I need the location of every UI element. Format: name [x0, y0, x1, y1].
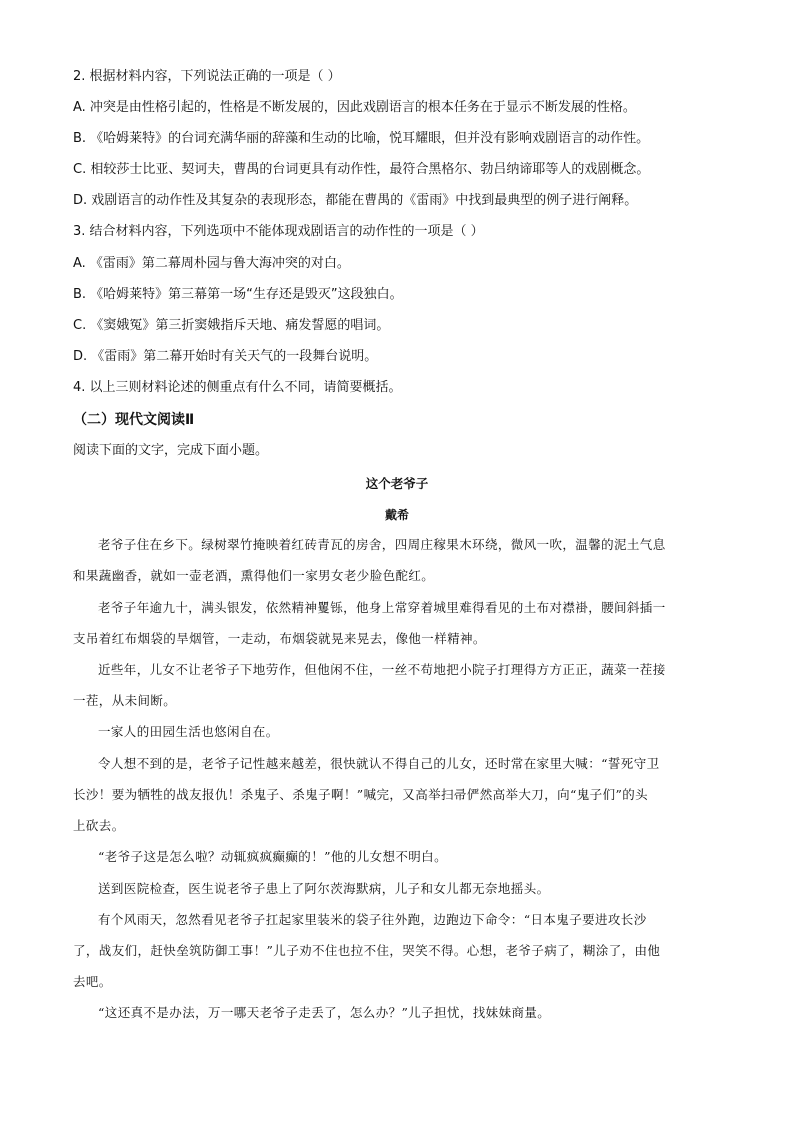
question-2-option-d: D. 戏剧语言的动作性及其复杂的表现形态，都能在曹禺的《雷雨》中找到最典型的例子进行阐释。	[73, 193, 638, 208]
story-line: 上砍去。	[73, 818, 125, 833]
story-line: 令人想不到的是，老爷子记性越来越差，很快就认不得自己的儿女，还时常在家里大喊：“誓死守卫	[98, 756, 660, 771]
story-line: 近些年，儿女不让老爷子下地劳作，但他闲不住，一丝不苟地把小院子打理得方方正正，蔬菜一茬接	[98, 662, 666, 677]
question-2-option-a: A. 冲突是由性格引起的，性格是不断发展的，因此戏剧语言的根本任务在于显示不断发展的性格。	[73, 100, 636, 115]
story-line: 送到医院检查，医生说老爷子患上了阿尔茨海默病，儿子和女儿都无奈地摇头。	[98, 881, 550, 896]
section-instruction: 阅读下面的文字，完成下面小题。	[73, 443, 269, 458]
story-line: 长沙！要为牺牲的战友报仇！杀鬼子、杀鬼子啊！”喊完，又高举扫帚俨然高举大刀，向“鬼子们”的头	[73, 787, 649, 802]
section-heading: （二）现代文阅读Ⅱ	[73, 412, 195, 428]
story-title: 这个老爷子	[365, 476, 429, 491]
story-line: “这还真不是办法，万一哪天老爷子走丢了，怎么办？”儿子担忧，找妹妹商量。	[98, 1005, 551, 1020]
question-4-stem: 4. 以上三则材料论述的侧重点有什么不同，请简要概括。	[73, 380, 402, 395]
question-2-option-c: C. 相较莎士比亚、契诃夫，曹禺的台词更具有动作性，最符合黑格尔、勃吕纳谛耶等人的戏剧概念。	[73, 162, 650, 177]
story-line: 和果蔬幽香，就如一壶老酒，熏得他们一家男女老少脸色酡红。	[73, 568, 435, 583]
story-line: 老爷子住在乡下。绿树翠竹掩映着红砖青瓦的房舍，四周庄稼果木环绕，微风一吹，温馨的泥土气息	[98, 537, 666, 552]
story-line: 一茬，从未间断。	[73, 693, 177, 708]
question-3-option-c: C. 《窦娥冤》第三折窦娥指斥天地、痛发誓愿的唱词。	[73, 318, 390, 333]
question-3-stem: 3. 结合材料内容，下列选项中不能体现戏剧语言的动作性的一项是（ ）	[73, 224, 484, 239]
question-2-stem: 2. 根据材料内容，下列说法正确的一项是（ ）	[73, 69, 341, 84]
question-3-option-a: A. 《雷雨》第二幕周朴园与鲁大海冲突的对白。	[73, 256, 350, 271]
story-line: 老爷子年逾九十，满头银发，依然精神矍铄，他身上常穿着城里难得看见的土布对襟褂，腰间斜插一	[98, 600, 666, 615]
story-line: 支吊着红布烟袋的旱烟管，一走动，布烟袋就晃来晃去，像他一样精神。	[73, 631, 486, 646]
question-2-option-b: B. 《哈姆莱特》的台词充满华丽的辞藻和生动的比喻，悦耳耀眼，但并没有影响戏剧语言的动作性。	[73, 131, 650, 146]
story-line: 去吧。	[73, 974, 112, 989]
story-author: 戴希	[384, 508, 409, 522]
question-3-option-b: B. 《哈姆莱特》第三幕第一场“生存还是毁灭”这段独白。	[73, 287, 403, 302]
story-line: 一家人的田园生活也悠闲自在。	[98, 724, 279, 739]
story-line: “老爷子这是怎么啦？动辄疯疯癫癫的！”他的儿女想不明白。	[98, 849, 447, 864]
story-line: 了，战友们，赶快垒筑防御工事！”儿子劝不住也拉不住，哭笑不得。心想，老爷子病了，糊涂了，由他	[73, 943, 661, 958]
story-line: 有个风雨天，忽然看见老爷子扛起家里装米的袋子往外跑，边跑边下命令：“日本鬼子要进攻长沙	[98, 912, 647, 927]
question-3-option-d: D. 《雷雨》第二幕开始时有关天气的一段舞台说明。	[73, 349, 378, 364]
